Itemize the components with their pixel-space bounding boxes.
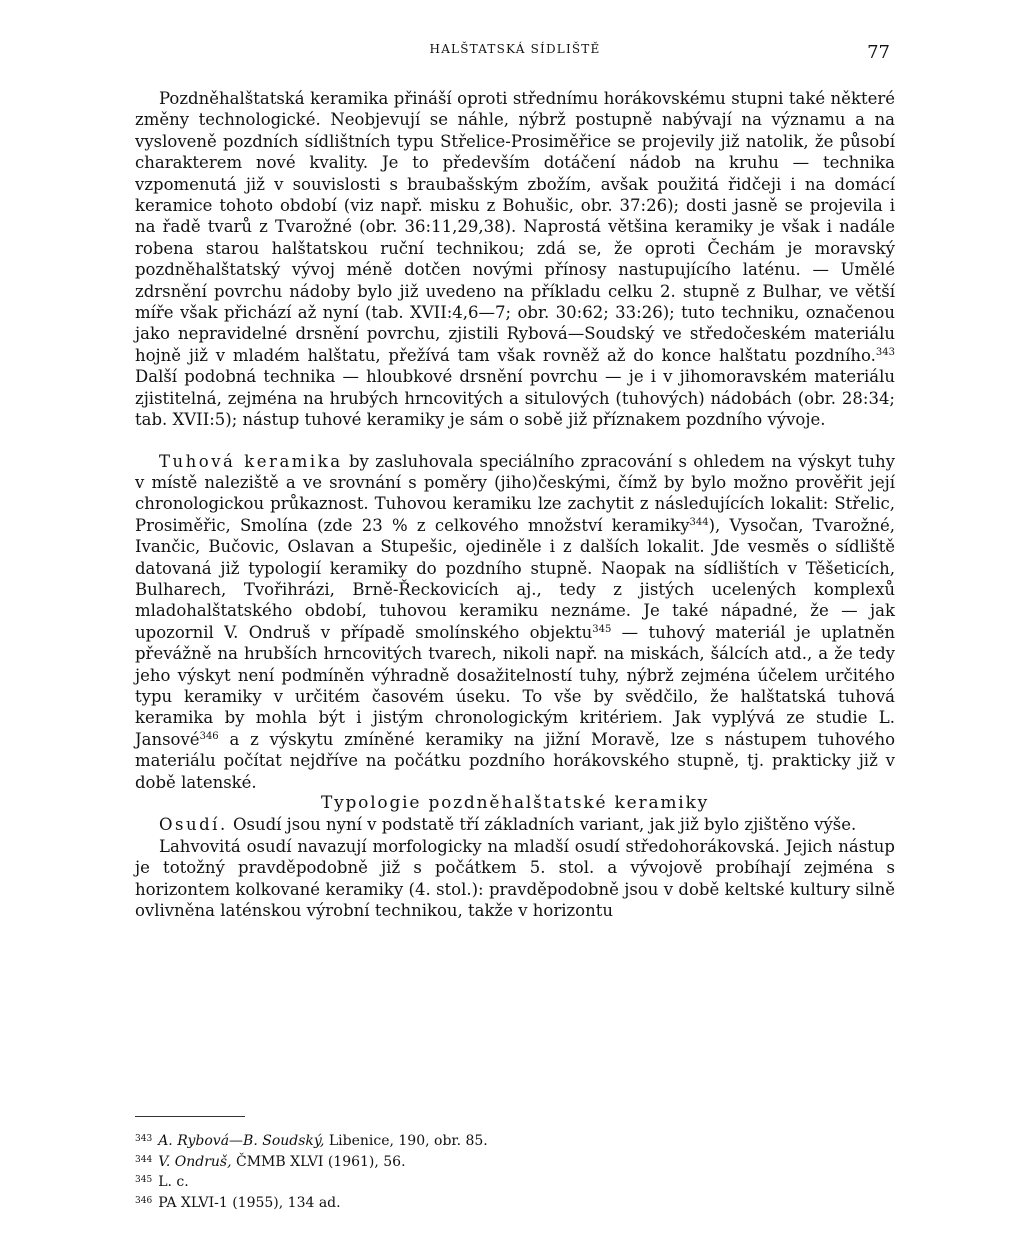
paragraph-text: Pozdněhalštatská keramika přináší oproti střednímu horákovskému stupni také některé změny technologické. Neobjevují se náhle, nýbrž postupně nabývají na významu a na vysloveně pozdních sídlištních typu Střelice-Prosiměřice se projevily již natolik, že působí charakterem nové kvality. Je to především dotáčení nádob na kruhu — technika vzpomenutá již v souvislosti s braubašským zbožím, avšak použitá řidčeji i na domácí keramice tohoto období (viz např. misku z Bohušic, obr. 37:26); dosti jasně se projevila i na řadě tvarů z Tvarožné (obr. 36:11,29,38). Naprostá většina keramiky je však i nadále robena starou halštatskou ruční technikou; zdá se, že oproti Čechám je moravský pozdněhalštatský vývoj méně dotčen novými přínosy nastupujícího laténu. — Umělé zdrsnění povrchu nádoby bylo již uvedeno na příkladu celku 2. stupně z Bulhar, ve větší míře však přichází až nyní (tab. XVII:4,6—7; obr. 30:62; 33:26); tuto techniku, označenou jako nepravidelné drsnění povrchu, zjistili Rybová—Soudský ve středočeském materiálu hojně již v mladém halštatu, přežívá tam však rovněž až do konce halštatu pozdního. [135, 89, 895, 365]
paragraph-technology [135, 88, 895, 431]
footnote-number: 344 [135, 1154, 153, 1165]
footnotes [135, 1130, 895, 1212]
paragraph-text: Další podobná technika — hloubkové drsnění povrchu — je i v jihomoravském materiálu zjistitelná, zejména na hrubých hrncovitých a situlových (tuhových) nádobách (obr. 28:34; tab. XVII:5); nástup tuhové keramiky je sám o sobě již příznakem pozdního vývoje. [135, 367, 895, 430]
footnote-author: V. Ondruš, [158, 1153, 232, 1170]
running-head [140, 42, 890, 63]
paragraph-text: — tuhový materiál je uplatněn převážně na hrubších hrncovitých tvarech, nikoli např. na miskách, šálcích atd., a že tedy jeho výskyt není podmíněn výhradně dosažitelností tuhy, nýbrž zejména účelem určitého typu keramiky v určitém časovém úseku. To vše by svědčilo, že halštatská tuhová keramika by mohla být i jistým chronologickým kritériem. Jak vyplývá ze studie L. Jansové [135, 622, 895, 749]
page-number: 77 [867, 42, 890, 63]
footnote-346 [135, 1192, 895, 1213]
footnote-343 [135, 1130, 895, 1151]
paragraph-lead: Tuhová keramika [159, 451, 343, 471]
footnote-ref-345: 345 [592, 623, 612, 635]
body-text [135, 88, 895, 921]
footnote-number: 346 [135, 1195, 153, 1206]
section-heading: Typologie pozdněhalštatské keramiky [320, 793, 710, 813]
paragraph-text: a z výskytu zmíněné keramiky na jižní Moravě, lze s nástupem tuhového materiálu počítat nejdříve na počátku pozdního horákovského stupně, tj. prakticky již v době latenské. [135, 729, 895, 792]
footnote-ref-346: 346 [199, 730, 219, 742]
footnote-344 [135, 1151, 895, 1172]
footnote-text: PA XLVI-1 (1955), 134 ad. [158, 1194, 341, 1211]
paragraph-bottle-urns: Lahvovitá osudí navazují morfologicky na mladší osudí středohorákovská. Jejich nástup je totožný pravděpodobně již s počátkem 5. stol. a vývojově probíhají zejména s horizontem kolkované keramiky (4. stol.): pravděpodobně jsou v době keltské kultury silně ovlivněna laténskou výrobní technikou, takže v horizontu [135, 836, 895, 921]
footnote-text: L. c. [158, 1174, 189, 1190]
paragraph-urns [135, 814, 895, 835]
footnote-number: 343 [135, 1134, 153, 1144]
paragraph-text: by zasluhovala speciálního zpracování s ohledem na výskyt tuhy v místě naleziště a ve srovnání s poměry (jiho)českými, čímž by bylo možno prověřit její chronologickou průkaznost. Tuhovou keramiku lze zachytit z následujících lokalit: Střelic, Prosiměřic, Smolína (zde 23 % z celkového množství keramiky [135, 451, 895, 535]
footnote-author: A. Rybová—B. Soudský, [158, 1133, 325, 1149]
footnote-ref-344: 344 [689, 516, 709, 528]
footnote-text: Libenice, 190, obr. 85. [324, 1133, 488, 1149]
paragraph-graphite-ware [135, 451, 895, 794]
footnote-number: 345 [135, 1175, 153, 1185]
footnote-ref-343: 343 [875, 346, 895, 358]
paragraph-lead: Osudí. [159, 815, 228, 835]
paragraph-text: ), Vysočan, Tvarožné, Ivančic, Bučovic, Oslavan a Stupešic, ojediněle i z dalších lokalit. Jde vesměs o sídliště datovaná již typologií keramiky do pozdního stupně. Naopak na sídlištích v Těšeticích, Bulharech, Tvořihrázi, Brně-Řeckovicích aj., tedy z jistých ucelených komplexů mladohalštatského období, tuhovou keramiku neznáme. Je také nápadné, že — jak upozornil V. Ondruš v případě smolínského objektu [135, 515, 895, 642]
footnote-divider [135, 1116, 245, 1117]
footnote-345 [135, 1171, 895, 1192]
footnote-text: ČMMB XLVI (1961), 56. [231, 1153, 406, 1170]
running-title: HALŠTATSKÁ SÍDLIŠTĚ [429, 42, 601, 56]
paragraph-text: Osudí jsou nyní v podstatě tří základních variant, jak již bylo zjištěno výše. [227, 815, 857, 835]
